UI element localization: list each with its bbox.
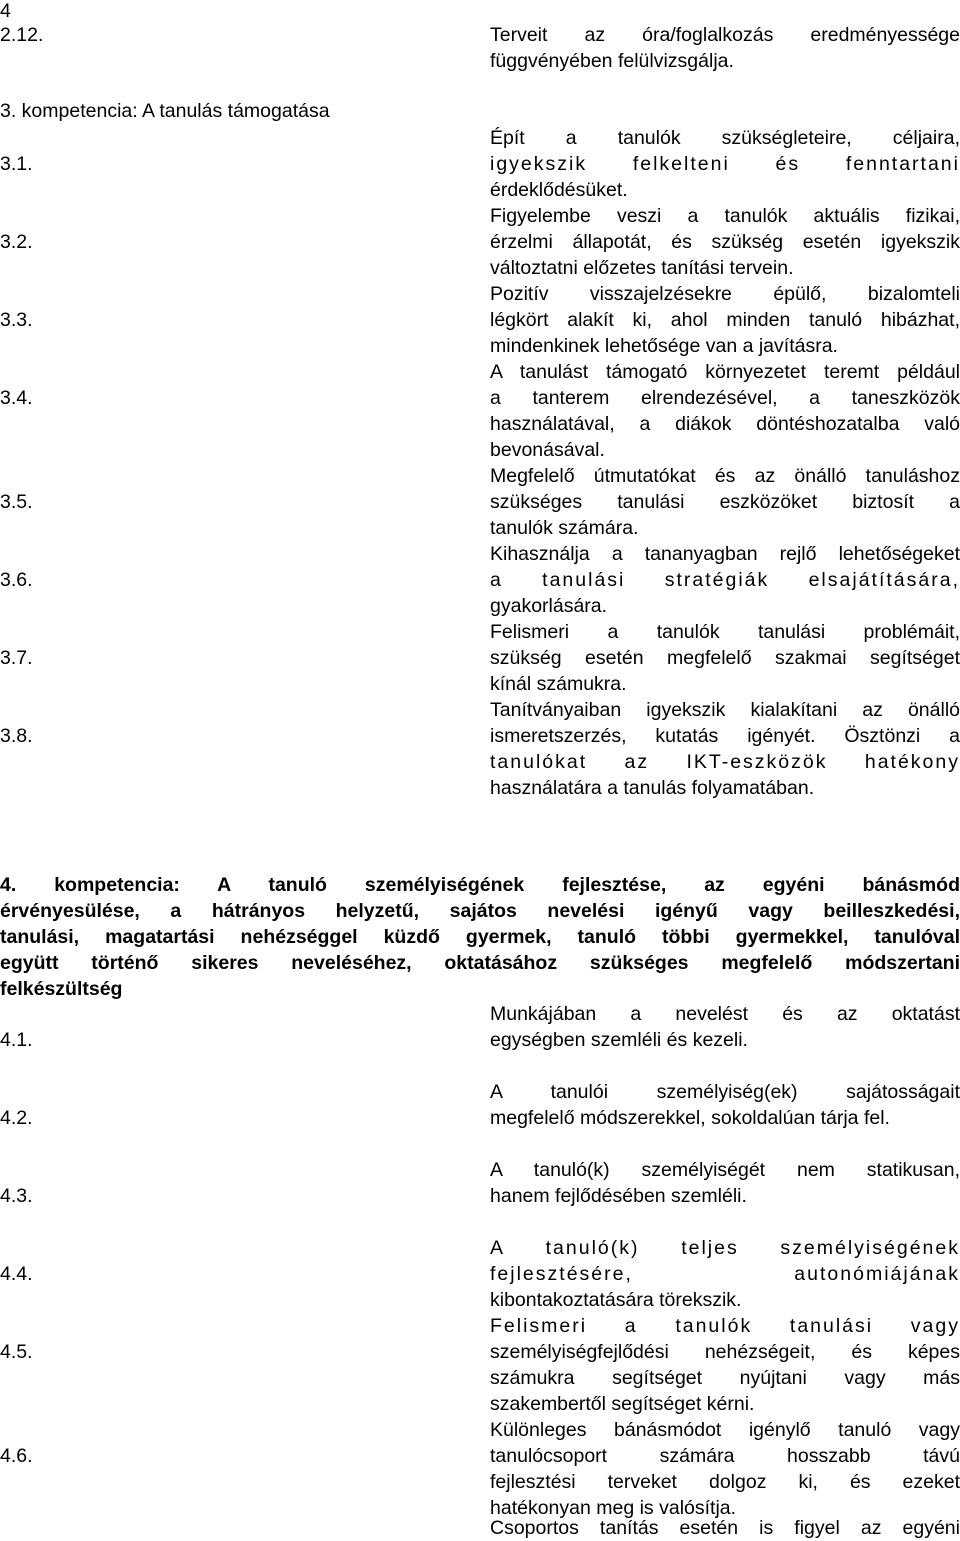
item-text-line: Csoportos tanítás esetén is figyel az egyéni: [490, 1517, 960, 1539]
item-text-line: Felismeri a tanulók tanulási vagy: [490, 1315, 960, 1337]
item-text-line: a tanterem elrendezésével, a taneszközök: [490, 387, 960, 409]
item-text-line: változtatni előzetes tanítási tervein.: [490, 257, 794, 279]
item-text-line: bevonásával.: [490, 439, 605, 461]
page-number: 4: [0, 0, 11, 22]
item-text-line: hatékonyan meg is valósítja.: [490, 1497, 737, 1519]
item-number: 3.1.: [0, 153, 33, 175]
item-text-line: Munkájában a nevelést és az oktatást: [490, 1003, 960, 1025]
item-number: 3.6.: [0, 569, 33, 591]
item-text-line: érzelmi állapotát, és szükség esetén igyekszik: [490, 231, 960, 253]
item-number: 4.3.: [0, 1185, 33, 1207]
item-text-line: számukra segítséget nyújtani vagy más: [490, 1367, 960, 1389]
item-text-line: fejlesztési terveket dolgoz ki, és ezeket: [490, 1471, 960, 1493]
item-text-line: szükséges tanulási eszközöket biztosít a: [490, 491, 960, 513]
item-number: 4.6.: [0, 1445, 33, 1467]
item-text-line: Felismeri a tanulók tanulási problémáit,: [490, 621, 960, 643]
item-text-line: Terveit az óra/foglalkozás eredményessége: [490, 24, 960, 46]
item-text-line: Kihasználja a tananyagban rejlő lehetőségeket: [490, 543, 960, 565]
section-4-heading-line: együtt történő sikeres neveléséhez, oktatásához szükséges megfelelő módszertani: [0, 952, 960, 974]
item-text-line: egységben szemléli és kezeli.: [490, 1029, 748, 1051]
item-number: 3.8.: [0, 725, 33, 747]
item-text-line: igyekszik felkelteni és fenntartani: [490, 153, 960, 175]
item-text-line: gyakorlására.: [490, 595, 608, 617]
item-text-line: tanulók számára.: [490, 517, 639, 539]
section-4-heading-line: tanulási, magatartási nehézséggel küzdő gyermek, tanuló többi gyermekkel, tanulóval: [0, 926, 960, 948]
item-number: 3.3.: [0, 309, 33, 331]
item-text-line: Különleges bánásmódot igénylő tanuló vagy: [490, 1419, 960, 1441]
section-4-heading-line: érvényesülése, a hátrányos helyzetű, sajátos nevelési igényű vagy beilleszkedési,: [0, 900, 960, 922]
item-text-line: fejlesztésére, autonómiájának: [490, 1263, 960, 1285]
item-number: 3.7.: [0, 647, 33, 669]
item-text-line: függvényében felülvizsgálja.: [490, 50, 734, 72]
item-text-line: A tanulói személyiség(ek) sajátosságait: [490, 1081, 960, 1103]
item-text-line: Pozitív visszajelzésekre épülő, bizalomteli: [490, 283, 960, 305]
section-4-heading-line: felkészültség: [0, 978, 123, 1000]
item-text-line: tanulócsoport számára hosszabb távú: [490, 1445, 960, 1467]
item-number: 3.2.: [0, 231, 33, 253]
item-number: 4.5.: [0, 1341, 33, 1363]
item-text-line: a tanulási stratégiák elsajátítására,: [490, 569, 960, 591]
item-text-line: ismeretszerzés, kutatás igényét. Ösztönzi a: [490, 725, 960, 747]
section-4-heading-line: 4. kompetencia: A tanuló személyiségének fejlesztése, az egyéni bánásmód: [0, 874, 960, 896]
item-text-line: szükség esetén megfelelő szakmai segítséget: [490, 647, 960, 669]
item-text-line: légkört alakít ki, ahol minden tanuló hibázhat,: [490, 309, 960, 331]
item-text-line: Figyelembe veszi a tanulók aktuális fizikai,: [490, 205, 960, 227]
item-text-line: Tanítványaiban igyekszik kialakítani az önálló: [490, 699, 960, 721]
item-text-line: hanem fejlődésében szemléli.: [490, 1185, 747, 1207]
item-text-line: kibontakoztatására törekszik.: [490, 1289, 742, 1311]
item-text-line: szakembertől segítséget kérni.: [490, 1393, 755, 1415]
item-number: 3.4.: [0, 387, 33, 409]
item-number: 4.2.: [0, 1107, 33, 1129]
item-text-line: mindenkinek lehetősége van a javításra.: [490, 335, 838, 357]
item-text-line: A tanulást támogató környezetet teremt például: [490, 361, 960, 383]
item-text-line: érdeklődésüket.: [490, 179, 628, 201]
item-text-line: használatával, a diákok döntéshozatalba való: [490, 413, 960, 435]
item-number: 3.5.: [0, 491, 33, 513]
item-text-line: tanulókat az IKT-eszközök hatékony: [490, 751, 960, 773]
item-text-line: Megfelelő útmutatókat és az önálló tanuláshoz: [490, 465, 960, 487]
item-text-line: megfelelő módszerekkel, sokoldalúan tárja fel.: [490, 1107, 890, 1129]
item-text-line: A tanuló(k) teljes személyiségének: [490, 1237, 960, 1259]
item-number: 4.4.: [0, 1263, 33, 1285]
item-number: 4.1.: [0, 1029, 33, 1051]
item-number: 2.12.: [0, 24, 44, 46]
section-3-heading: 3. kompetencia: A tanulás támogatása: [0, 100, 330, 122]
item-text-line: Épít a tanulók szükségleteire, céljaira,: [490, 127, 960, 149]
item-text-line: A tanuló(k) személyiségét nem statikusan,: [490, 1159, 960, 1181]
item-text-line: használatára a tanulás folyamatában.: [490, 777, 815, 799]
item-text-line: kínál számukra.: [490, 673, 627, 695]
item-text-line: személyiségfejlődési nehézségeit, és képes: [490, 1341, 960, 1363]
